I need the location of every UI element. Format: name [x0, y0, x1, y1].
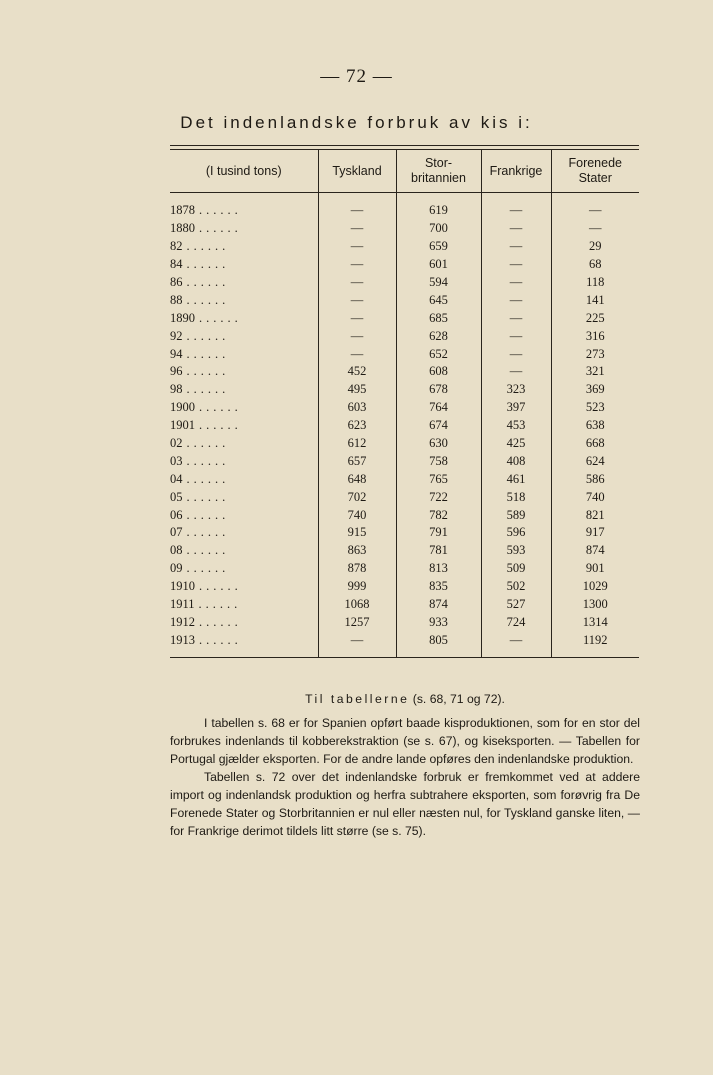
table-row — [170, 631, 639, 657]
year-label: 1910 — [170, 579, 195, 594]
year-label: 1890 — [170, 310, 195, 325]
storbritannien-cell: 594 — [396, 274, 481, 292]
storbritannien-cell: 674 — [396, 417, 481, 435]
forenede-stater-cell: 369 — [551, 381, 639, 399]
forenede-stater-cell: 118 — [551, 274, 639, 292]
year-cell — [170, 560, 318, 578]
table-row — [170, 613, 639, 631]
leader-dots: ...... — [199, 418, 242, 433]
table-body — [170, 193, 639, 658]
leader-dots: ...... — [199, 203, 242, 218]
frankrige-cell: 724 — [481, 613, 551, 631]
frankrige-cell: — — [481, 363, 551, 381]
header-tyskland: Tyskland — [318, 150, 396, 193]
year-cell — [170, 274, 318, 292]
year-label: 09 — [170, 561, 183, 576]
year-label: 86 — [170, 275, 183, 289]
tyskland-cell: 657 — [318, 452, 396, 470]
tyskland-cell: 740 — [318, 506, 396, 524]
year-cell — [170, 578, 318, 596]
table-row — [170, 256, 639, 274]
forenede-stater-cell: 917 — [551, 524, 639, 542]
tyskland-cell: 878 — [318, 560, 396, 578]
tyskland-cell: — — [318, 256, 396, 274]
forenede-stater-cell: 29 — [551, 238, 639, 256]
storbritannien-cell: 601 — [396, 256, 481, 274]
forenede-stater-cell: 1300 — [551, 596, 639, 614]
leader-dots: ...... — [186, 436, 230, 451]
storbritannien-cell: 765 — [396, 470, 481, 488]
storbritannien-cell: 608 — [396, 363, 481, 381]
frankrige-cell: 408 — [481, 452, 551, 470]
storbritannien-cell: 659 — [396, 238, 481, 256]
forenede-stater-cell: 901 — [551, 560, 639, 578]
frankrige-cell: 593 — [481, 542, 551, 560]
forenede-stater-cell: 273 — [551, 345, 639, 363]
frankrige-cell: 518 — [481, 488, 551, 506]
storbritannien-cell: 758 — [396, 452, 481, 470]
leader-dots: ...... — [186, 561, 230, 576]
frankrige-cell: 589 — [481, 506, 551, 524]
storbritannien-cell: 813 — [396, 560, 481, 578]
table-row — [170, 309, 639, 327]
year-cell — [170, 470, 318, 488]
leader-dots: ...... — [199, 310, 242, 325]
forenede-stater-cell: 316 — [551, 327, 639, 345]
frankrige-cell: 453 — [481, 417, 551, 435]
storbritannien-cell: 874 — [396, 596, 481, 614]
tyskland-cell: 1068 — [318, 596, 396, 614]
table-row — [170, 345, 639, 363]
table-row — [170, 327, 639, 345]
year-label: 06 — [170, 507, 183, 522]
year-cell — [170, 193, 318, 220]
tyskland-cell: — — [318, 193, 396, 220]
storbritannien-cell: 791 — [396, 524, 481, 542]
notes-section — [170, 690, 640, 840]
header-storbritannien-label: Stor- britannien — [411, 156, 466, 185]
page-number: — 72 — — [320, 66, 393, 87]
table-bottom-rule — [170, 657, 639, 658]
leader-dots: ...... — [186, 507, 230, 522]
year-label: 1900 — [170, 400, 195, 415]
table-row — [170, 381, 639, 399]
frankrige-cell: 397 — [481, 399, 551, 417]
year-cell — [170, 381, 318, 399]
year-label: 82 — [170, 239, 183, 254]
leader-dots: ...... — [186, 543, 230, 558]
tyskland-cell: — — [318, 274, 396, 292]
storbritannien-cell: 722 — [396, 488, 481, 506]
year-cell — [170, 345, 318, 363]
table-row — [170, 506, 639, 524]
notes-heading-rest: (s. 68, 71 og 72). — [409, 692, 505, 706]
storbritannien-cell: 805 — [396, 631, 481, 657]
forenede-stater-cell: 821 — [551, 506, 639, 524]
tyskland-cell: 999 — [318, 578, 396, 596]
storbritannien-cell: 764 — [396, 399, 481, 417]
storbritannien-cell: 678 — [396, 381, 481, 399]
year-label: 92 — [170, 328, 183, 343]
year-label: 07 — [170, 525, 183, 540]
tyskland-cell: 603 — [318, 399, 396, 417]
header-forenede-stater-label: Forenede Stater — [568, 156, 622, 185]
tyskland-cell: 495 — [318, 381, 396, 399]
table-row — [170, 435, 639, 453]
tyskland-cell: — — [318, 327, 396, 345]
table-title: Det indenlandske forbruk av kis i: — [180, 113, 533, 132]
forenede-stater-cell: 668 — [551, 435, 639, 453]
header-forenede-stater — [551, 150, 639, 193]
forenede-stater-cell: 586 — [551, 470, 639, 488]
leader-dots: ...... — [186, 471, 230, 486]
year-label: 94 — [170, 346, 183, 361]
consumption-table — [170, 150, 639, 657]
year-cell — [170, 327, 318, 345]
table-row — [170, 193, 639, 220]
year-cell — [170, 542, 318, 560]
frankrige-cell: — — [481, 193, 551, 220]
year-cell — [170, 256, 318, 274]
tyskland-cell: — — [318, 238, 396, 256]
year-label: 08 — [170, 543, 183, 558]
storbritannien-cell: 700 — [396, 220, 481, 238]
year-cell — [170, 238, 318, 256]
table-row — [170, 578, 639, 596]
leader-dots: ...... — [199, 579, 242, 594]
table-row — [170, 417, 639, 435]
frankrige-cell: — — [481, 631, 551, 657]
header-frankrige: Frankrige — [481, 150, 551, 193]
table-row — [170, 524, 639, 542]
table-row — [170, 470, 639, 488]
tyskland-cell: 623 — [318, 417, 396, 435]
tyskland-cell: 612 — [318, 435, 396, 453]
year-label: 1913 — [170, 632, 195, 647]
frankrige-cell: 509 — [481, 560, 551, 578]
table-row — [170, 274, 639, 292]
year-cell — [170, 291, 318, 309]
tyskland-cell: 863 — [318, 542, 396, 560]
year-label: 1878 — [170, 203, 195, 218]
frankrige-cell: — — [481, 291, 551, 309]
table-row — [170, 542, 639, 560]
year-cell — [170, 435, 318, 453]
frankrige-cell: 461 — [481, 470, 551, 488]
forenede-stater-cell: — — [551, 220, 639, 238]
header-unit: (I tusind tons) — [205, 163, 282, 178]
frankrige-cell: — — [481, 327, 551, 345]
table-top-rule — [170, 145, 639, 146]
year-cell — [170, 363, 318, 381]
leader-dots: ...... — [186, 382, 230, 397]
forenede-stater-cell: 638 — [551, 417, 639, 435]
table-row — [170, 291, 639, 309]
frankrige-cell: — — [481, 256, 551, 274]
leader-dots: ...... — [199, 400, 242, 415]
leader-dots: ...... — [198, 597, 242, 612]
leader-dots: ...... — [186, 257, 230, 272]
leader-dots: ...... — [199, 221, 242, 236]
frankrige-cell: — — [481, 238, 551, 256]
frankrige-cell: 323 — [481, 381, 551, 399]
year-cell — [170, 452, 318, 470]
table-header-row — [170, 150, 639, 193]
storbritannien-cell: 619 — [396, 193, 481, 220]
header-storbritannien — [396, 150, 481, 193]
year-cell — [170, 506, 318, 524]
frankrige-cell: 596 — [481, 524, 551, 542]
table-row — [170, 363, 639, 381]
tyskland-cell: — — [318, 291, 396, 309]
storbritannien-cell: 781 — [396, 542, 481, 560]
year-cell — [170, 488, 318, 506]
forenede-stater-cell: 321 — [551, 363, 639, 381]
table-row — [170, 560, 639, 578]
storbritannien-cell: 685 — [396, 309, 481, 327]
forenede-stater-cell: 523 — [551, 399, 639, 417]
storbritannien-cell: 835 — [396, 578, 481, 596]
leader-dots: ...... — [199, 614, 242, 629]
tyskland-cell: — — [318, 220, 396, 238]
year-cell — [170, 309, 318, 327]
year-label: 03 — [170, 453, 183, 468]
year-label: 96 — [170, 364, 183, 379]
year-cell — [170, 220, 318, 238]
leader-dots: ...... — [199, 632, 242, 647]
forenede-stater-cell: 141 — [551, 291, 639, 309]
tyskland-cell: — — [318, 631, 396, 657]
leader-dots: ...... — [186, 328, 230, 343]
forenede-stater-cell: 740 — [551, 488, 639, 506]
storbritannien-cell: 628 — [396, 327, 481, 345]
notes-heading — [170, 690, 640, 708]
table-row — [170, 238, 639, 256]
table-row — [170, 399, 639, 417]
storbritannien-cell: 645 — [396, 291, 481, 309]
leader-dots: ...... — [186, 275, 230, 289]
frankrige-cell: — — [481, 220, 551, 238]
tyskland-cell: 1257 — [318, 613, 396, 631]
table-row — [170, 596, 639, 614]
leader-dots: ...... — [186, 489, 230, 504]
frankrige-cell: — — [481, 345, 551, 363]
year-cell — [170, 524, 318, 542]
tyskland-cell: 648 — [318, 470, 396, 488]
year-label: 05 — [170, 489, 183, 504]
year-cell — [170, 596, 318, 614]
notes-heading-spaced: Til tabellerne — [305, 692, 410, 706]
leader-dots: ...... — [186, 292, 230, 307]
leader-dots: ...... — [186, 453, 230, 468]
frankrige-cell: 527 — [481, 596, 551, 614]
leader-dots: ...... — [186, 364, 230, 379]
frankrige-cell: — — [481, 274, 551, 292]
year-cell — [170, 417, 318, 435]
forenede-stater-cell: 1192 — [551, 631, 639, 657]
tyskland-cell: 915 — [318, 524, 396, 542]
tyskland-cell: 702 — [318, 488, 396, 506]
year-label: 1880 — [170, 221, 195, 236]
year-label: 02 — [170, 436, 183, 451]
storbritannien-cell: 630 — [396, 435, 481, 453]
year-label: 1901 — [170, 418, 195, 433]
frankrige-cell: 502 — [481, 578, 551, 596]
storbritannien-cell: 782 — [396, 506, 481, 524]
forenede-stater-cell: 1029 — [551, 578, 639, 596]
table-row — [170, 220, 639, 238]
forenede-stater-cell: 1314 — [551, 613, 639, 631]
consumption-table-container — [170, 145, 639, 658]
year-cell — [170, 613, 318, 631]
year-cell — [170, 399, 318, 417]
year-cell — [170, 631, 318, 657]
year-label: 88 — [170, 292, 183, 307]
year-label: 1911 — [170, 597, 195, 612]
notes-paragraph: I tabellen s. 68 er for Spanien opført baade kisproduktionen, som for en stor del forbrukes indenlands til kobberekstraktion (se s. 67), og kiseksporten. — Tabellen for Portugal gjælder eksporten. For de andre lande opføres den indenlandske produktion. — [170, 716, 640, 766]
year-label: 84 — [170, 257, 183, 272]
storbritannien-cell: 652 — [396, 345, 481, 363]
frankrige-cell: — — [481, 309, 551, 327]
notes-paragraph: Tabellen s. 72 over det indenlandske forbruk er fremkommet ved at addere import og indenlandsk produktion og herfra subtrahere eksporten, som forøvrig fra De Forenede Stater og Storbritannien er nul eller næsten nul, for Tyskland ganske liten, — for Frankrige derimot tildels litt større (se s. 75). — [170, 770, 640, 838]
table-row — [170, 452, 639, 470]
leader-dots: ...... — [186, 239, 230, 254]
year-label: 1912 — [170, 614, 195, 629]
tyskland-cell: 452 — [318, 363, 396, 381]
forenede-stater-cell: 624 — [551, 452, 639, 470]
storbritannien-cell: 933 — [396, 613, 481, 631]
frankrige-cell: 425 — [481, 435, 551, 453]
forenede-stater-cell: 874 — [551, 542, 639, 560]
leader-dots: ...... — [186, 525, 230, 540]
table-row — [170, 488, 639, 506]
forenede-stater-cell: — — [551, 193, 639, 220]
tyskland-cell: — — [318, 345, 396, 363]
forenede-stater-cell: 68 — [551, 256, 639, 274]
leader-dots: ...... — [186, 346, 230, 361]
tyskland-cell: — — [318, 309, 396, 327]
year-label: 98 — [170, 382, 183, 397]
forenede-stater-cell: 225 — [551, 309, 639, 327]
year-label: 04 — [170, 471, 183, 486]
